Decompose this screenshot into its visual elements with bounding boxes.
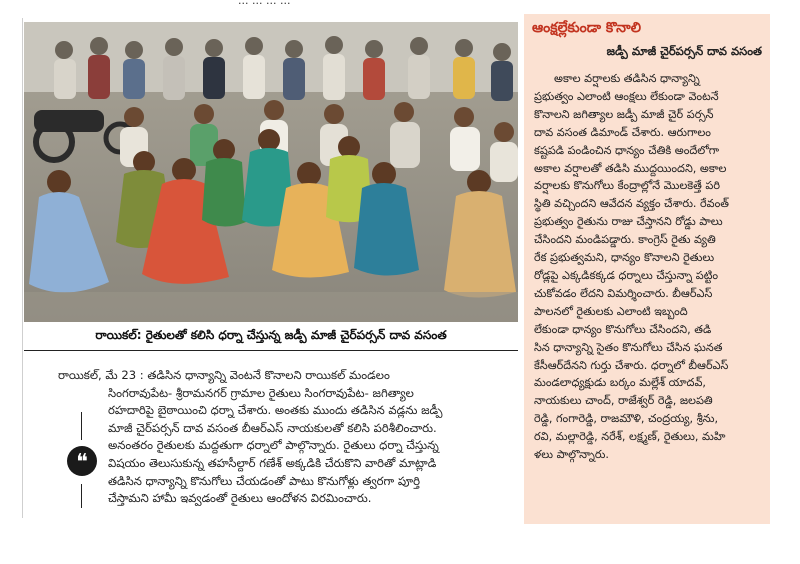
previous-article-fragment [238, 0, 478, 6]
article-body [58, 367, 514, 508]
article-line: రహదారిపై బైఠాయించి ధర్నా చేశారు. అంతకు ముందు తడిసిన వడ్లను జడ్పీ [108, 403, 443, 418]
sidebar-line: కేసీఆర్‌దేనని గుర్తు చేశారు. ధర్నాలో బీఆర్‌ఎస్ [534, 358, 729, 372]
sidebar-line: అకాల వర్షాలకు తడిసిన ధాన్యాన్ని [554, 72, 700, 85]
article-line: మాజీ చైర్‌పర్సన్ దావ వసంత బీఆర్‌ఎస్ నాయకులతో కలిసి పరిశీలించారు. [108, 420, 437, 435]
sidebar-line: వర్షాలకు కొనుగోలు కేంద్రాల్లోనే మొలకెత్తే పరి [534, 179, 720, 193]
sidebar-line: పాలనలో రైతులకు ఎలాంటి ఇబ్బంది [534, 304, 688, 318]
sidebar-line: నాయకులు చాంద్, రాజేశ్వర్ రెడ్డి, జలపతి [534, 394, 713, 408]
sidebar-line: చేసిందని మండిపడ్డారు. కాంగ్రెస్ రైతు వ్యతి [534, 233, 716, 247]
sidebar-line: మండలాధ్యక్షుడు బర్కం మల్లేశ్ యాదవ్, [534, 376, 706, 390]
sidebar-title: ఆంక్షల్లేకుండా కొనాలి [532, 20, 641, 36]
sidebar-line: దావ వసంత డిమాండ్ చేశారు. ఆరుగాలం [534, 125, 711, 139]
sidebar-line: రవి, మల్లారెడ్డి, నరేశ్, లక్ష్మణ్, రైతులు, మహి [534, 430, 726, 444]
sidebar-line: రోడ్లపై ఎక్కడికక్కడ ధర్నాలు చేస్తున్నా పట్టిం [534, 268, 719, 282]
sidebar-subtitle: జడ్పీ మాజీ చైర్‌పర్సన్ దావ వసంత [606, 44, 762, 58]
article-line: తడిసిన ధాన్యాన్ని కొనుగోలు చేయడంతో పాటు కొనుగోళ్లు త్వరగా పూర్తి [108, 473, 420, 488]
sidebar-box [524, 14, 770, 524]
sidebar-line: లేకుండా ధాన్యం కొనుగోలు చేసిందని, తడి [534, 322, 712, 336]
sidebar-line: రెడ్డి, గంగారెడ్డి, రాజమౌళి, చంద్రయ్య, శ్రీను, [534, 412, 719, 426]
article-line: విషయం తెలుసుకున్న తహసీల్దార్ గణేశ్ అక్కడికి చేరుకొని వారితో మాట్లాడి [108, 455, 437, 470]
sidebar-body [534, 70, 766, 464]
article-line: రాయికల్, మే 23 : తడిసిన ధాన్యాన్ని వెంటనే కొనాలని రాయికల్ మండలం [58, 368, 390, 382]
protest-photo-illustration [24, 22, 518, 322]
sidebar-line: కష్టపడి పండించిన ధాన్యం చేతికి అందేలోగా [534, 143, 720, 157]
sidebar-line: ళలు పాల్గొన్నారు. [534, 448, 609, 462]
article-line: సింగరావుపేట- శ్రీరామనగర్ గ్రామాల రైతులు సింగరావుపేట- జగిత్యాల [108, 385, 414, 400]
sidebar-line: సిన ధాన్యాన్ని సైతం కొనుగోలు చేసిన ఘనత [534, 340, 723, 354]
column-rule [22, 18, 23, 518]
quote-icon: ❝ [67, 446, 97, 476]
photo-caption: రాయికల్: రైతులతో కలిసి ధర్నా చేస్తున్న జడ్పీ మాజీ చైర్‌పర్సన్ దావ వసంత [95, 328, 447, 342]
news-photo [24, 22, 518, 322]
sidebar-line: రేక ప్రభుత్వమని, ధాన్యం కొనాలని రైతులు [534, 251, 715, 265]
sidebar-line: స్థితి వచ్చిందని ఆవేదన వ్యక్తం చేశారు. రేవంత్ [534, 197, 730, 211]
sidebar-line: చుకోవడం లేదని విమర్శించారు. బీఆర్‌ఎస్ [534, 286, 713, 300]
sidebar-line: అకాల వర్షాలతో తడిసి ముద్దయిందని, అకాల [534, 161, 727, 175]
sidebar-line: ప్రభుత్వం రైతును రాజు చేస్తానని రోడ్డు పాలు [534, 215, 723, 229]
sidebar-line: కొనాలని జగిత్యాల జడ్పీ మాజీ చైర్ పర్సన్ [534, 107, 714, 121]
article-line: చేస్తామని హామీ ఇవ్వడంతో రైతులు ఆందోళన విరమించారు. [108, 491, 372, 506]
sidebar-line: ప్రభుత్వం ఎలాంటి ఆంక్షలు లేకుండా వెంటనే [534, 89, 719, 103]
caption-divider [24, 350, 518, 351]
article-line: అనంతరం రైతులకు మద్దతుగా ధర్నాలో పాల్గొన్నారు. రైతులు ధర్నా చేస్తున్న [108, 438, 439, 453]
